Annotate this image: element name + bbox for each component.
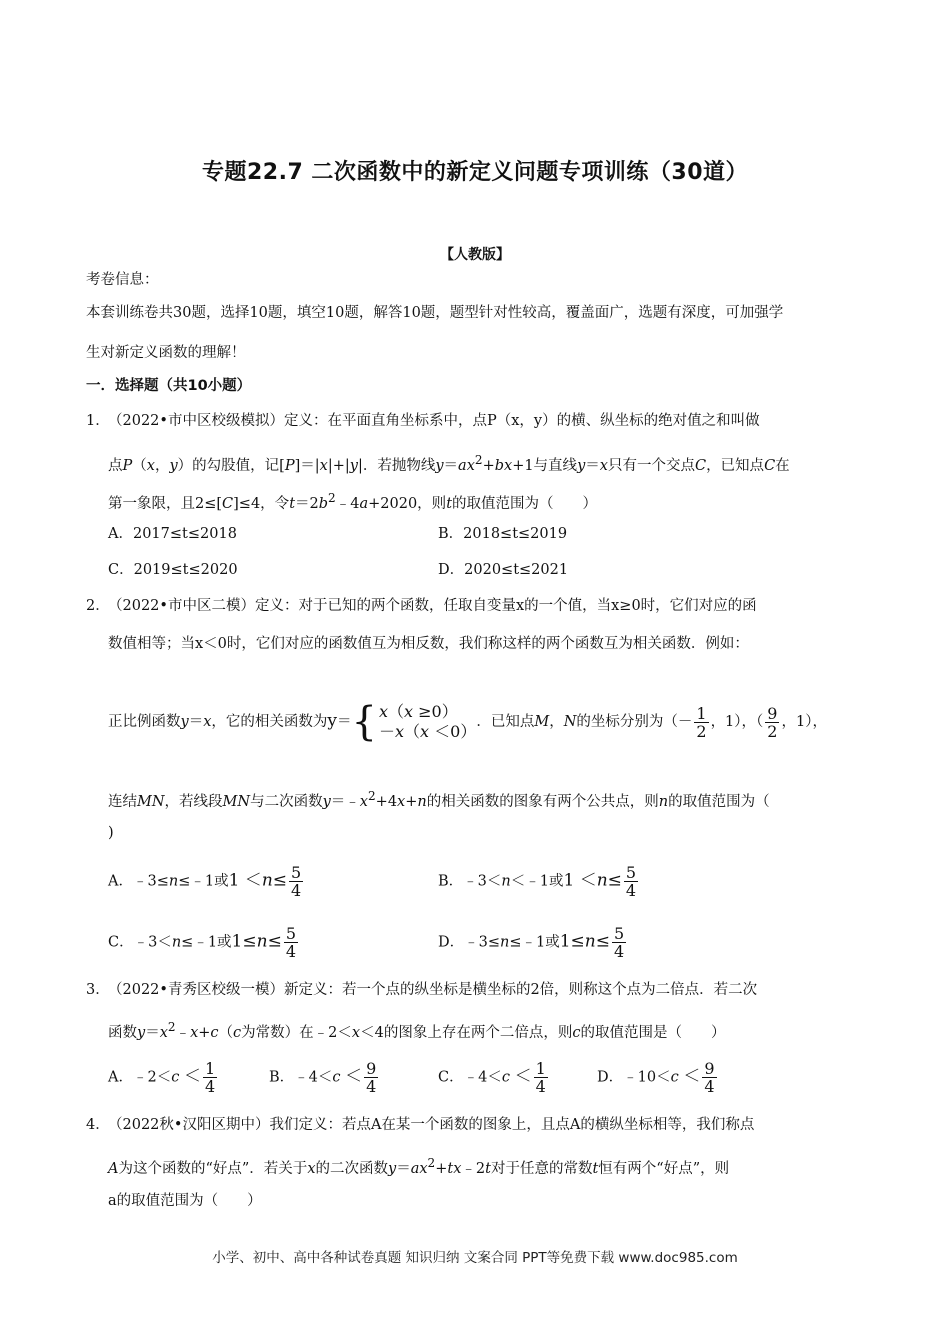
q3-line-2: 函数$y=x^2﹣x+c(c$为常数）在﹣2＜x＜4的图象上存在两个二倍点，则c的取值范围是（ ） — [108, 1020, 726, 1041]
q2-option-b[interactable]: B．﹣3＜n＜﹣1或1 ＜n≤ $\frac{5}{4}$ — [438, 863, 637, 900]
q2-line-1: （2022•市中区二模）定义：对于已知的两个函数，任取自变量x的一个值，当x≥0时，它们对应的函 — [108, 598, 757, 614]
q2-option-a[interactable]: A．﹣3≤n≤﹣1或1 ＜n≤ $\frac{5}{4}$ — [108, 863, 302, 900]
q3-option-a[interactable]: A．﹣2＜c ＜ $\frac{1}{4}$ — [108, 1059, 216, 1096]
q4-line-3: a的取值范围为（ ） — [108, 1193, 262, 1209]
option-text: 2020≤t≤2021 — [464, 562, 569, 578]
piecewise-function: { x（x ≥0） －x（x ＜0） — [351, 699, 477, 745]
q4-line-2: A为这个函数的“好点”．若关于x的二次函数$y=ax^2+tx﹣2t$对于任意的常数t恒有两个“好点”，则 — [108, 1156, 730, 1177]
q2-line-3: 正比例函数y＝x，它的相关函数为y＝ { x（x ≥0） －x（x ＜0） ．已知点M，N的坐标分别为（－ $\frac{1}{2}$ ，1），（ $\frac{9}{2}$ ，1）， — [108, 699, 827, 745]
q2-number: 2． — [86, 598, 110, 614]
edition-label: 【人教版】 — [440, 247, 510, 263]
q2-option-d[interactable]: D．﹣3≤n≤﹣1或1≤n≤ $\frac{5}{4}$ — [438, 924, 625, 961]
intro-line-1: 本套训练卷共30题，选择10题，填空10题，解答10题，题型针对性较高，覆盖面广，选题有深度，可加强学 — [86, 305, 784, 321]
q3-number: 3． — [86, 982, 110, 998]
footer: 小学、初中、高中各种试卷真题 知识归纳 文案合同 PPT等免费下载 www.doc985.com — [212, 1250, 738, 1266]
intro-line-2: 生对新定义函数的理解！ — [86, 345, 246, 361]
option-text: 2018≤t≤2019 — [463, 526, 568, 542]
option-text: 2019≤t≤2020 — [133, 562, 238, 578]
q2-line-2: 数值相等；当x＜0时，它们对应的函数值互为相反数，我们称这样的两个函数互为相关函数．例如： — [108, 636, 749, 652]
option-label: C． — [108, 562, 134, 578]
q1-line1-suffix: 的横、纵坐标的绝对值之和叫做 — [556, 413, 760, 429]
q4-line-1: （2022秋•汉阳区期中）我们定义：若点A在某一个函数的图象上，且点A的横纵坐标相等，我们称点 — [108, 1117, 755, 1133]
option-text: 2017≤t≤2018 — [132, 526, 237, 542]
q1-option-b[interactable] — [438, 524, 567, 544]
q1-line-2: 点P（x，y）的勾股值，记[P]＝|x|+|y|．若抛物线$y=ax^2+bx+1$与直线y＝x只有一个交点C，已知点C在 — [108, 453, 790, 474]
option-label: D． — [438, 562, 465, 578]
q3-option-d[interactable]: D．﹣10＜c ＜ $\frac{9}{4}$ — [597, 1059, 715, 1096]
q1-number: 1． — [86, 413, 110, 429]
q1-option-d[interactable] — [438, 560, 568, 580]
q3-option-b[interactable]: B．﹣4＜c ＜ $\frac{9}{4}$ — [269, 1059, 377, 1096]
q2-option-c[interactable]: C．﹣3＜n≤﹣1或1≤n≤ $\frac{5}{4}$ — [108, 924, 296, 961]
q1-point: P（x，y） — [486, 413, 557, 429]
q3-line-1: （2022•青秀区校级一模）新定义：若一个点的纵坐标是横坐标的2倍，则称这个点为二倍点．若二次 — [108, 982, 758, 998]
q1-line-3: 第一象限，且2≤[C]≤4，令$t=2b^2﹣4a+2020$，则t的取值范围为（ ） — [108, 491, 598, 512]
q1-option-c[interactable] — [108, 560, 238, 580]
option-label: B． — [438, 526, 464, 542]
page-title: 专题22.7 二次函数中的新定义问题专项训练（30道） — [201, 160, 749, 185]
q2-line-5: ) — [108, 825, 114, 841]
exam-info-label: 考卷信息： — [86, 272, 159, 288]
q1-line1-prefix: （2022•市中区校级模拟）定义：在平面直角坐标系中，点 — [108, 413, 487, 429]
section-heading: 一．选择题（共10小题） — [86, 378, 252, 394]
q2-line-4: 连结MN，若线段MN与二次函数$y=﹣x^2+4x+n$的相关函数的图象有两个公共点，则n的取值范围为（ — [108, 789, 770, 810]
q1-line-1 — [108, 411, 760, 431]
option-label: A． — [108, 526, 133, 542]
q3-option-c[interactable]: C．﹣4＜c ＜ $\frac{1}{4}$ — [438, 1059, 546, 1096]
q1-option-a[interactable] — [108, 524, 237, 544]
q4-number: 4． — [86, 1117, 110, 1133]
